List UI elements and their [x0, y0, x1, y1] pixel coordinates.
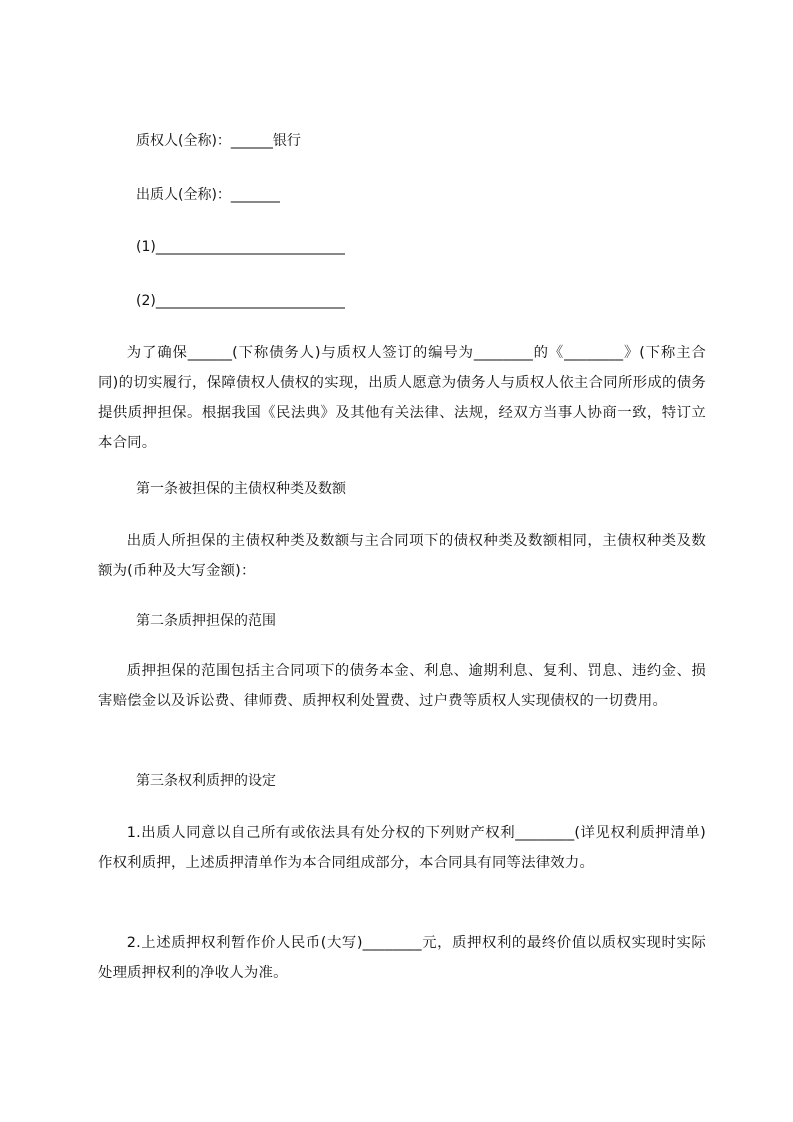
pledgor-item-2: (2)___________________________ [136, 293, 345, 309]
article-3-clause-2: 2.上述质押权利暂作价人民币(大写)________元，质押权利的最终价值以质权实现时实际处理质押权利的净收人为准。 [98, 935, 706, 981]
article-3-title: 第三条权利质押的设定 [136, 773, 276, 789]
article-2-body: 质押担保的范围包括主合同项下的债务本金、利息、逾期利息、复利、罚息、违约金、损害赔偿金以及诉讼费、律师费、质押权利处置费、过户费等质权人实现债权的一切费用。 [98, 663, 706, 709]
article-3-clause-1: 1.出质人同意以自己所有或依法具有处分权的下列财产权利________(详见权利质押清单)作权利质押，上述质押清单作为本合同组成部分，本合同具有同等法律效力。 [98, 825, 706, 871]
article-1-body: 出质人所担保的主债权种类及数额与主合同项下的债权种类及数额相同，主债权种类及数额为(币种及大写金额)： [98, 533, 706, 579]
pledgee-line: 质权人(全称)：______银行 [136, 133, 301, 149]
pledgor-line: 出质人(全称)：_______ [136, 187, 280, 203]
pledgor-item-1: (1)___________________________ [136, 239, 345, 255]
article-1-title: 第一条被担保的主债权种类及数额 [136, 481, 346, 497]
article-2-title: 第二条质押担保的范围 [136, 613, 276, 629]
intro-paragraph: 为了确保______(下称债务人)与质权人签订的编号为________的《________》(下称主合同)的切实履行，保障债权人债权的实现，出质人愿意为债务人与质权人依主合同所形成的债务提供质押担保。根据我国《民法典》及其他有关法律、法规，经双方当事人协商一致，特订立本合同。 [98, 345, 706, 451]
